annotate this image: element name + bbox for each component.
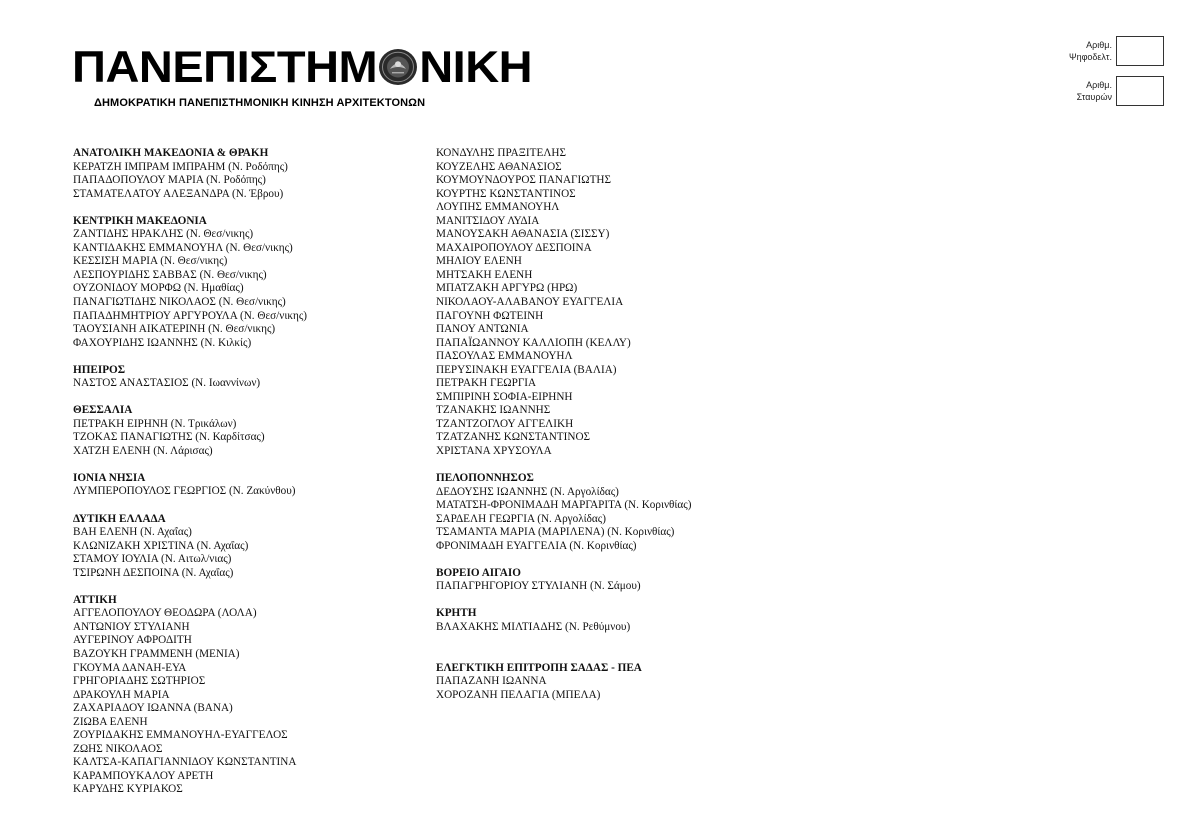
region-title: ΗΠΕΙΡΟΣ xyxy=(73,363,126,376)
candidate-name[interactable]: ΦΑΧΟΥΡΙΔΗΣ ΙΩΑΝΝΗΣ (Ν. Κιλκίς) xyxy=(73,336,252,349)
candidate-name[interactable]: ΧΑΤΖΗ ΕΛΕΝΗ (Ν. Λάρισας) xyxy=(73,444,213,457)
attica-continued-section xyxy=(436,147,776,459)
ballot-count-row xyxy=(1052,36,1164,66)
candidate-name[interactable]: ΠΑΠΑΪΩΑΝΝΟΥ ΚΑΛΛΙΟΠΗ (ΚΕΛΛΥ) xyxy=(436,336,631,349)
candidate-name[interactable]: ΚΑΡΑΜΠΟΥΚΑΛΟΥ ΑΡΕΤΗ xyxy=(73,769,214,782)
logo-wordmark xyxy=(72,41,533,92)
candidate-name[interactable]: ΠΑΠΑΖΑΝΗ ΙΩΑΝΝΑ xyxy=(436,675,547,688)
candidate-name[interactable]: ΑΝΤΩΝΙΟΥ ΣΤΥΛΙΑΝΗ xyxy=(73,620,190,633)
candidate-name[interactable]: ΚΟΥΡΤΗΣ ΚΩΝΣΤΑΝΤΙΝΟΣ xyxy=(436,187,576,200)
candidate-name[interactable]: ΚΕΣΣΙΣΗ ΜΑΡΙΑ (Ν. Θεσ/νικης) xyxy=(73,255,228,268)
candidate-name[interactable]: ΚΑΡΥΔΗΣ ΚΥΡΙΑΚΟΣ xyxy=(73,783,183,796)
region-title: ΑΤΤΙΚΗ xyxy=(73,593,117,606)
region-section xyxy=(73,215,413,350)
candidate-name[interactable]: ΣΤΑΜΟΥ ΙΟΥΛΙΑ (Ν. Αιτωλ/νιας) xyxy=(73,553,232,566)
candidate-name[interactable]: ΚΑΛΤΣΑ-ΚΑΠΑΓΙΑΝΝΙΔΟΥ ΚΩΝΣΤΑΝΤΙΝΑ xyxy=(73,756,297,769)
cross-count-label-line2: Σταυρών xyxy=(1076,92,1112,102)
region-section xyxy=(73,513,413,581)
ballot-count-box[interactable] xyxy=(1116,36,1164,66)
candidate-name[interactable]: ΑΓΓΕΛΟΠΟΥΛΟΥ ΘΕΟΔΩΡΑ (ΛΟΛΑ) xyxy=(73,607,257,620)
candidate-name[interactable]: ΚΕΡΑΤΖΗ ΙΜΠΡΑΜ ΙΜΠΡΑΗΜ (Ν. Ροδόπης) xyxy=(73,160,288,173)
cross-count-row xyxy=(1052,76,1164,106)
candidate-name[interactable]: ΚΟΥΜΟΥΝΔΟΥΡΟΣ ΠΑΝΑΓΙΩΤΗΣ xyxy=(436,174,611,187)
candidate-name[interactable]: ΤΖΑΝΑΚΗΣ ΙΩΑΝΝΗΣ xyxy=(436,404,551,417)
candidates-column-right xyxy=(436,147,776,716)
candidate-name[interactable]: ΓΚΟΥΜΑ ΔΑΝΑΗ-ΕΥΑ xyxy=(73,661,187,674)
candidate-name[interactable]: ΔΕΔΟΥΣΗΣ ΙΩΑΝΝΗΣ (Ν. Αργολίδας) xyxy=(436,485,619,498)
region-section xyxy=(436,662,776,703)
candidate-name[interactable]: ΝΙΚΟΛΑΟΥ-ΑΛΑΒΑΝΟΥ ΕΥΑΓΓΕΛΙΑ xyxy=(436,296,624,309)
region-title: ΘΕΣΣΑΛΙΑ xyxy=(73,404,133,417)
cross-count-label xyxy=(1052,79,1112,103)
candidate-name[interactable]: ΑΥΓΕΡΙΝΟΥ ΑΦΡΟΔΙΤΗ xyxy=(73,634,192,647)
candidate-name[interactable]: ΒΑΖΟΥΚΗ ΓΡΑΜΜΕΝΗ (ΜΕΝΙΑ) xyxy=(73,647,240,660)
candidate-name[interactable]: ΧΡΙΣΤΑΝΑ ΧΡΥΣΟΥΛΑ xyxy=(436,445,552,458)
candidate-name[interactable]: ΜΗΤΣΑΚΗ ΕΛΕΝΗ xyxy=(436,268,533,281)
candidate-name[interactable]: ΖΩΗΣ ΝΙΚΟΛΑΟΣ xyxy=(73,742,163,755)
logo-subtitle: ΔΗΜΟΚΡΑΤΙΚΗ ΠΑΝΕΠΙΣΤΗΜΟΝΙΚΗ ΚΙΝΗΣΗ ΑΡΧΙΤΕΚΤΟΝΩΝ xyxy=(94,97,426,109)
candidate-name[interactable]: ΤΣΑΜΑΝΤΑ ΜΑΡΙΑ (ΜΑΡΙΛΕΝΑ) (Ν. Κορινθίας) xyxy=(436,526,675,539)
region-title: ΒΟΡΕΙΟ ΑΙΓΑΙΟ xyxy=(436,566,521,579)
candidate-name[interactable]: ΤΖΟΚΑΣ ΠΑΝΑΓΙΩΤΗΣ (Ν. Καρδίτσας) xyxy=(73,431,265,444)
region-section xyxy=(436,472,776,553)
candidate-name[interactable]: ΖΟΥΡΙΔΑΚΗΣ ΕΜΜΑΝΟΥΗΛ-ΕΥΑΓΓΕΛΟΣ xyxy=(73,729,288,742)
candidate-name[interactable]: ΟΥΖΟΝΙΔΟΥ ΜΟΡΦΩ (Ν. Ημαθίας) xyxy=(73,282,244,295)
seal-icon xyxy=(378,48,418,86)
cross-count-box[interactable] xyxy=(1116,76,1164,106)
candidate-name[interactable]: ΠΑΓΟΥΝΗ ΦΩΤΕΙΝΗ xyxy=(436,309,544,322)
region-title: ΔΥΤΙΚΗ ΕΛΛΑΔΑ xyxy=(73,512,166,525)
region-section xyxy=(436,607,776,634)
candidate-name[interactable]: ΖΑΧΑΡΙΑΔΟΥ ΙΩΑΝΝΑ (ΒΑΝΑ) xyxy=(73,702,233,715)
spacer xyxy=(436,648,776,662)
candidate-name[interactable]: ΤΖΑΝΤΖΟΓΛΟΥ ΑΓΓΕΛΙΚΗ xyxy=(436,417,574,430)
candidate-name[interactable]: ΜΑΧΑΙΡΟΠΟΥΛΟΥ ΔΕΣΠΟΙΝΑ xyxy=(436,241,592,254)
region-title: ΠΕΛΟΠΟΝΝΗΣΟΣ xyxy=(436,472,534,485)
cross-count-label-line1: Αριθμ. xyxy=(1086,80,1112,90)
candidate-name[interactable]: ΠΑΣΟΥΛΑΣ ΕΜΜΑΝΟΥΗΛ xyxy=(436,350,573,363)
region-title: ΚΡΗΤΗ xyxy=(436,607,477,620)
candidate-name[interactable]: ΠΑΠΑΔΟΠΟΥΛΟΥ ΜΑΡΙΑ (Ν. Ροδόπης) xyxy=(73,174,266,187)
candidate-name[interactable]: ΜΑΝΙΤΣΙΔΟΥ ΛΥΔΙΑ xyxy=(436,214,540,227)
candidate-name[interactable]: ΠΕΡΥΣΙΝΑΚΗ ΕΥΑΓΓΕΛΙΑ (ΒΑΛΙΑ) xyxy=(436,363,617,376)
region-section xyxy=(73,364,413,391)
candidate-name[interactable]: ΚΛΩΝΙΖΑΚΗ ΧΡΙΣΤΙΝΑ (Ν. Αχαΐας) xyxy=(73,539,249,552)
candidate-name[interactable]: ΖΙΩΒΑ ΕΛΕΝΗ xyxy=(73,715,148,728)
candidate-name[interactable]: ΒΑΗ ΕΛΕΝΗ (Ν. Αχαΐας) xyxy=(73,526,192,539)
candidate-name[interactable]: ΠΑΠΑΔΗΜΗΤΡΙΟΥ ΑΡΓΥΡΟΥΛΑ (Ν. Θεσ/νικης) xyxy=(73,309,307,322)
candidate-name[interactable]: ΚΟΥΖΕΛΗΣ ΑΘΑΝΑΣΙΟΣ xyxy=(436,160,562,173)
candidate-name[interactable]: ΣΜΠΙΡΙΝΗ ΣΟΦΙΑ-ΕΙΡΗΝΗ xyxy=(436,390,573,403)
candidate-name[interactable]: ΜΑΤΑΤΣΗ-ΦΡΟΝΙΜΑΔΗ ΜΑΡΓΑΡΙΤΑ (Ν. Κορινθίας) xyxy=(436,499,692,512)
header-logo xyxy=(72,41,533,109)
region-section xyxy=(73,404,413,458)
candidate-name[interactable]: ΚΟΝΔΥΛΗΣ ΠΡΑΞΙΤΕΛΗΣ xyxy=(436,147,567,159)
candidate-name[interactable]: ΒΛΑΧΑΚΗΣ ΜΙΛΤΙΑΔΗΣ (Ν. Ρεθύμνου) xyxy=(436,621,631,633)
candidates-column-left xyxy=(73,147,413,810)
ballot-count-label-line2: Ψηφοδελτ. xyxy=(1069,52,1112,62)
candidate-name[interactable]: ΔΡΑΚΟΥΛΗ ΜΑΡΙΑ xyxy=(73,688,170,701)
candidate-name[interactable]: ΠΕΤΡΑΚΗ ΓΕΩΡΓΙΑ xyxy=(436,377,537,390)
region-title: ΙΟΝΙΑ ΝΗΣΙΑ xyxy=(73,471,146,484)
candidate-name[interactable]: ΠΑΠΑΓΡΗΓΟΡΙΟΥ ΣΤΥΛΙΑΝΗ (Ν. Σάμου) xyxy=(436,580,641,593)
candidate-name[interactable]: ΠΕΤΡΑΚΗ ΕΙΡΗΝΗ (Ν. Τρικάλων) xyxy=(73,417,237,430)
candidate-name[interactable]: ΣΑΡΔΕΛΗ ΓΕΩΡΓΙΑ (Ν. Αργολίδας) xyxy=(436,512,606,525)
candidate-name[interactable]: ΤΑΟΥΣΙΑΝΗ ΑΙΚΑΤΕΡΙΝΗ (Ν. Θεσ/νικης) xyxy=(73,323,276,336)
logo-text-right: ΝΙΚΗ xyxy=(419,41,533,92)
candidate-name[interactable]: ΧΟΡΟΖΑΝΗ ΠΕΛΑΓΙΑ (ΜΠΕΛΑ) xyxy=(436,688,601,701)
ballot-count-label xyxy=(1052,39,1112,63)
candidate-name[interactable]: ΠΑΝΑΓΙΩΤΙΔΗΣ ΝΙΚΟΛΑΟΣ (Ν. Θεσ/νικης) xyxy=(73,295,286,308)
candidate-name[interactable]: ΤΣΙΡΩΝΗ ΔΕΣΠΟΙΝΑ (Ν. Αχαΐας) xyxy=(73,566,234,579)
candidate-name[interactable]: ΠΑΝΟΥ ΑΝΤΩΝΙΑ xyxy=(436,323,529,336)
candidate-name[interactable]: ΣΤΑΜΑΤΕΛΑΤΟΥ ΑΛΕΞΑΝΔΡΑ (Ν. Έβρου) xyxy=(73,187,284,200)
region-section xyxy=(73,594,413,797)
ballot-count-label-line1: Αριθμ. xyxy=(1086,40,1112,50)
region-section xyxy=(73,472,413,499)
logo-text-left: ΠΑΝΕΠΙΣΤΗΜ xyxy=(72,41,378,92)
candidate-name[interactable]: ΛΕΣΠΟΥΡΙΔΗΣ ΣΑΒΒΑΣ (Ν. Θεσ/νικης) xyxy=(73,268,267,281)
candidate-name[interactable]: ΦΡΟΝΙΜΑΔΗ ΕΥΑΓΓΕΛΙΑ (Ν. Κορινθίας) xyxy=(436,539,637,552)
region-title: ΚΕΝΤΡΙΚΗ ΜΑΚΕΔΟΝΙΑ xyxy=(73,214,207,227)
candidate-name[interactable]: ΛΥΜΠΕΡΟΠΟΥΛΟΣ ΓΕΩΡΓΙΟΣ (Ν. Ζακύνθου) xyxy=(73,485,296,498)
region-section xyxy=(73,147,413,201)
candidate-name[interactable]: ΜΗΛΙΟΥ ΕΛΕΝΗ xyxy=(436,255,522,268)
region-title: ΕΛΕΓΚΤΙΚΗ ΕΠΙΤΡΟΠΗ ΣΑΔΑΣ - ΠΕΑ xyxy=(436,661,642,674)
candidate-name[interactable]: ΓΡΗΓΟΡΙΑΔΗΣ ΣΩΤΗΡΙΟΣ xyxy=(73,675,206,688)
candidate-name[interactable]: ΤΖΑΤΖΑΝΗΣ ΚΩΝΣΤΑΝΤΙΝΟΣ xyxy=(436,431,591,444)
candidate-name[interactable]: ΛΟΥΠΗΣ ΕΜΜΑΝΟΥΗΛ xyxy=(436,201,560,214)
region-title: ΑΝΑΤΟΛΙΚΗ ΜΑΚΕΔΟΝΙΑ & ΘΡΑΚΗ xyxy=(73,147,269,159)
region-section xyxy=(436,567,776,594)
candidate-name[interactable]: ΜΑΝΟΥΣΑΚΗ ΑΘΑΝΑΣΙΑ (ΣΙΣΣΥ) xyxy=(436,228,610,241)
candidate-name[interactable]: ΚΑΝΤΙΔΑΚΗΣ ΕΜΜΑΝΟΥΗΛ (Ν. Θεσ/νικης) xyxy=(73,241,293,254)
candidate-name[interactable]: ΜΠΑΤΖΑΚΗ ΑΡΓΥΡΩ (ΗΡΩ) xyxy=(436,282,578,295)
candidate-name[interactable]: ΝΑΣΤΟΣ ΑΝΑΣΤΑΣΙΟΣ (Ν. Ιωαννίνων) xyxy=(73,377,261,390)
candidate-name[interactable]: ΖΑΝΤΙΔΗΣ ΗΡΑΚΛΗΣ (Ν. Θεσ/νικης) xyxy=(73,228,254,241)
counter-boxes xyxy=(1052,36,1164,116)
